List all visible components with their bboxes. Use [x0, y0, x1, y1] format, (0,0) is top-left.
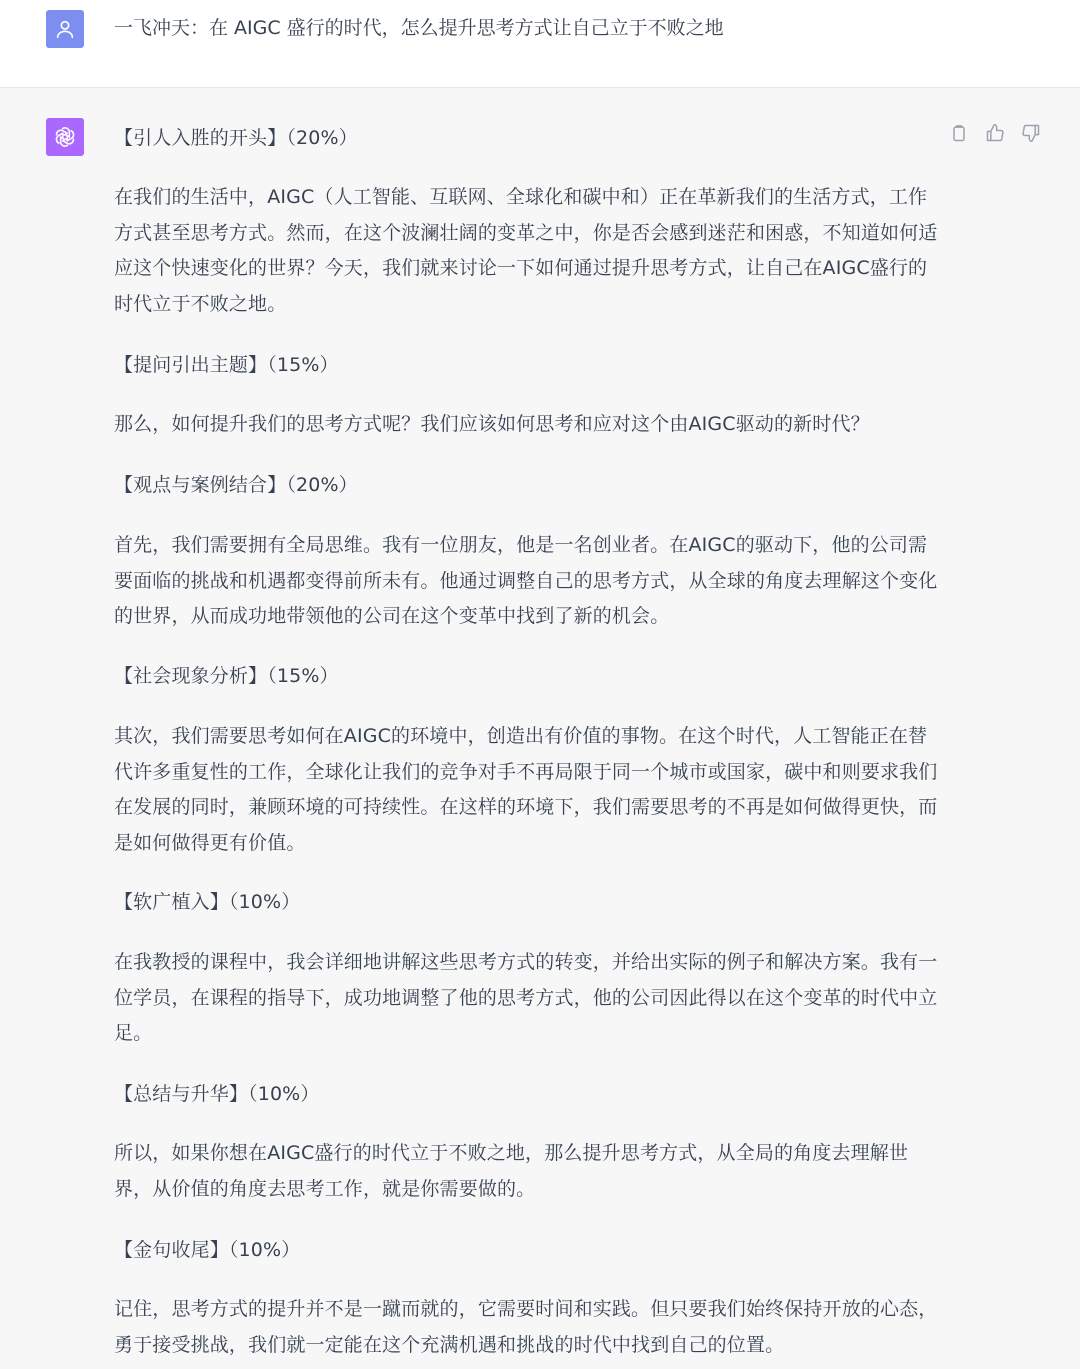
assistant-avatar [46, 118, 84, 156]
section-heading: 【软广植入】（10%） [114, 891, 301, 913]
section-heading: 【金句收尾】（10%） [114, 1239, 301, 1261]
dislike-button[interactable] [1020, 122, 1042, 144]
section-heading: 【总结与升华】（10%） [114, 1083, 320, 1105]
clipboard-icon [949, 123, 969, 143]
copy-button[interactable] [948, 122, 970, 144]
paragraph: 在我们的生活中，AIGC（人工智能、互联网、全球化和碳中和）正在革新我们的生活方式，工作方式甚至思考方式。然而，在这个波澜壮阔的变革之中，你是否会感到迷茫和困惑，不知道如何适应这个快速变化的世界？今天，我们就来讨论一下如何通过提升思考方式，让自己在AIGC盛行的时代立于不败之地。 [114, 186, 938, 315]
assistant-message-row [0, 88, 1080, 1369]
section-heading: 【提问引出主题】（15%） [114, 354, 339, 376]
openai-logo-icon [52, 124, 78, 150]
section-heading: 【引人入胜的开头】（20%） [114, 127, 358, 149]
paragraph: 那么，如何提升我们的思考方式呢？我们应该如何思考和应对这个由AIGC驱动的新时代？ [114, 413, 870, 435]
paragraph: 首先，我们需要拥有全局思维。我有一位朋友，他是一名创业者。在AIGC的驱动下，他的公司需要面临的挑战和机遇都变得前所未有。他通过调整自己的思考方式，从全球的角度去理解这个变化的世界，从而成功地带领他的公司在这个变革中找到了新的机会。 [114, 534, 938, 627]
paragraph: 所以，如果你想在AIGC盛行的时代立于不败之地，那么提升思考方式，从全局的角度去理解世界，从价值的角度去思考工作，就是你需要做的。 [114, 1142, 909, 1200]
section-heading: 【社会现象分析】（15%） [114, 665, 339, 687]
message-actions [948, 122, 1042, 144]
like-button[interactable] [984, 122, 1006, 144]
user-message-text: 一飞冲天：在 AIGC 盛行的时代，怎么提升思考方式让自己立于不败之地 [114, 17, 724, 39]
user-avatar [46, 10, 84, 48]
user-icon [54, 18, 76, 40]
user-message-row [0, 0, 1080, 88]
section-heading: 【观点与案例结合】（20%） [114, 474, 358, 496]
thumbs-down-icon [1021, 123, 1041, 143]
paragraph: 记住，思考方式的提升并不是一蹴而就的，它需要时间和实践。但只要我们始终保持开放的心态，勇于接受挑战，我们就一定能在这个充满机遇和挑战的时代中找到自己的位置。 [114, 1298, 938, 1356]
paragraph: 其次，我们需要思考如何在AIGC的环境中，创造出有价值的事物。在这个时代，人工智能正在替代许多重复性的工作，全球化让我们的竞争对手不再局限于同一个城市或国家，碳中和则要求我们在发展的同时，兼顾环境的可持续性。在这样的环境下，我们需要思考的不再是如何做得更快，而是如何做得更有价值。 [114, 725, 938, 854]
thumbs-up-icon [985, 123, 1005, 143]
paragraph: 在我教授的课程中，我会详细地讲解这些思考方式的转变，并给出实际的例子和解决方案。我有一位学员，在课程的指导下，成功地调整了他的思考方式，他的公司因此得以在这个变革的时代中立足。 [114, 951, 938, 1044]
